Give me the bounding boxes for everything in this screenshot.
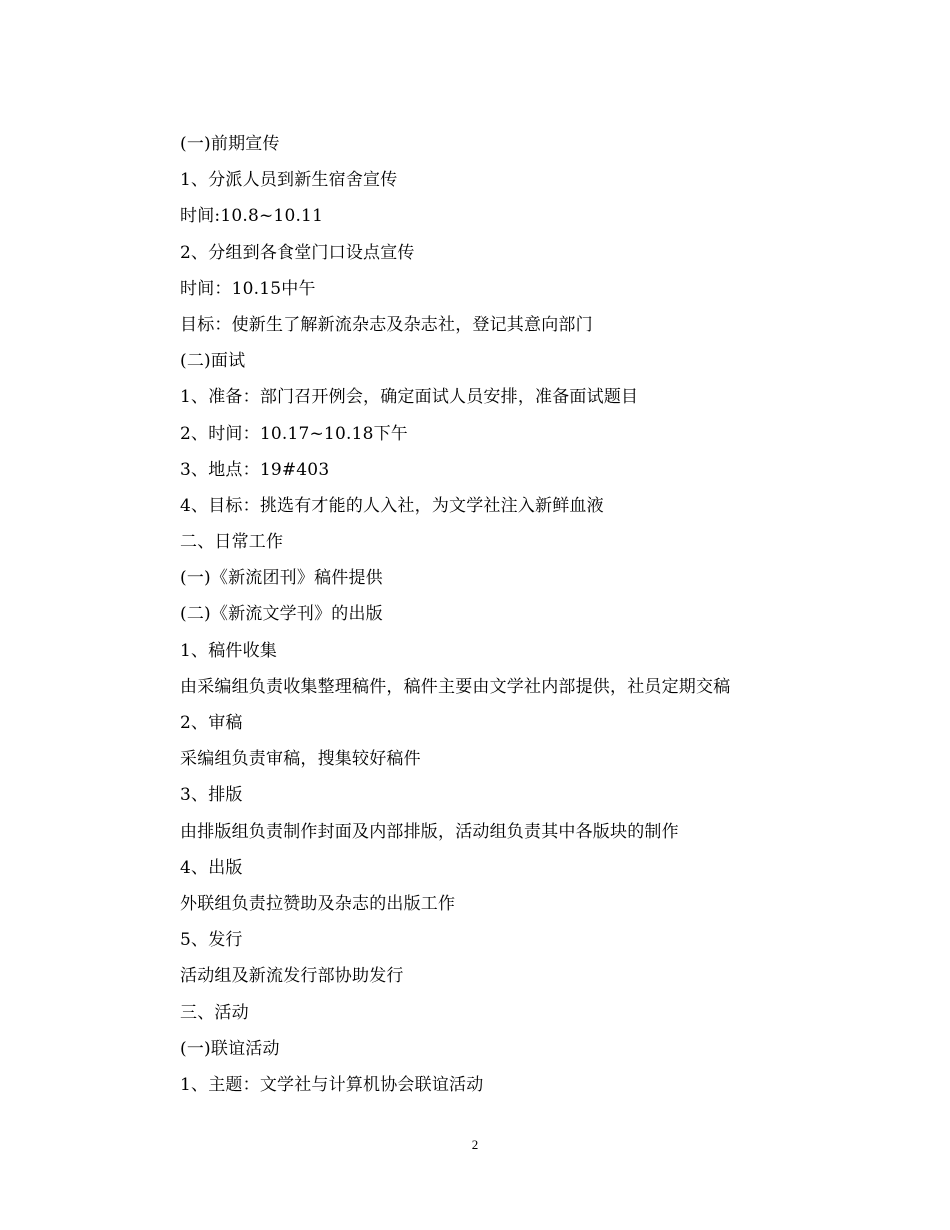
- text-line: (一)《新流团刊》稿件提供: [180, 568, 383, 589]
- text-line: 5、发行: [180, 930, 243, 951]
- text-line: 外联组负责拉赞助及杂志的出版工作: [180, 893, 456, 914]
- section-heading-interview: (二)面试: [180, 351, 246, 372]
- text-line: 时间：10.15中午: [180, 278, 316, 299]
- text-line: 3、地点：19#403: [180, 459, 330, 480]
- section-heading-daily-work: 二、日常工作: [180, 532, 284, 553]
- text-line: (一)联谊活动: [180, 1038, 280, 1059]
- text-line: 活动组及新流发行部协助发行: [180, 966, 404, 987]
- text-line: 2、审稿: [180, 713, 243, 733]
- text-line: 1、分派人员到新生宿舍宣传: [180, 170, 398, 191]
- text-line: 3、排版: [180, 785, 243, 806]
- text-line: (二)《新流文学刊》的出版: [180, 604, 383, 625]
- text-line: 1、稿件收集: [180, 640, 278, 661]
- section-heading-activities: 三、活动: [180, 1002, 249, 1023]
- text-line: 4、目标：挑选有才能的人入社，为文学社注入新鲜血液: [180, 495, 604, 516]
- text-line: 由采编组负责收集整理稿件，稿件主要由文学社内部提供，社员定期交稿: [180, 676, 731, 697]
- document-body: [180, 130, 820, 1107]
- text-line: 2、分组到各食堂门口设点宣传: [180, 242, 415, 263]
- text-line: 1、准备：部门召开例会，确定面试人员安排，准备面试题目: [180, 387, 639, 408]
- text-line: 2、时间：10.17~10.18下午: [180, 423, 408, 444]
- text-line: 时间:10.8~10.11: [180, 206, 324, 227]
- text-line: 4、出版: [180, 857, 243, 878]
- section-heading-promotion: (一)前期宣传: [180, 134, 280, 154]
- text-line: 由排版组负责制作封面及内部排版，活动组负责其中各版块的制作: [180, 821, 679, 842]
- page-number: 2: [471, 1137, 479, 1152]
- text-line: 1、主题：文学社与计算机协会联谊活动: [180, 1074, 484, 1095]
- text-line: 采编组负责审稿，搜集较好稿件: [180, 749, 421, 770]
- text-line: 目标：使新生了解新流杂志及杂志社，登记其意向部门: [180, 314, 593, 335]
